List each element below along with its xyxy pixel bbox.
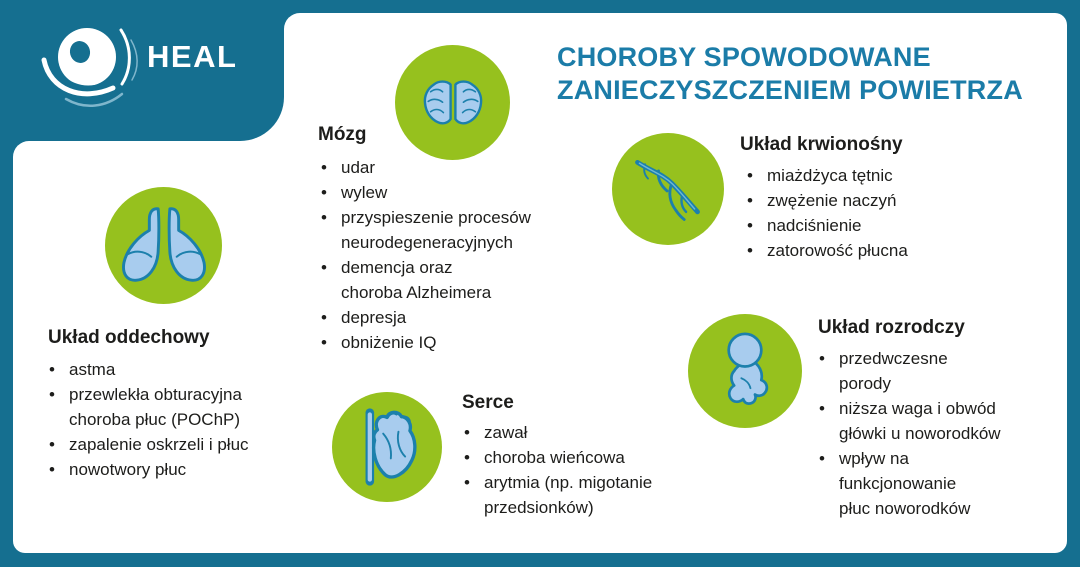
list-item-line: • nadciśnienie bbox=[767, 216, 862, 235]
disease-list-circulatory bbox=[744, 163, 908, 263]
list-item-line: neurodegeneracyjnych bbox=[341, 233, 514, 252]
heal-logo-text: HEAL bbox=[147, 39, 238, 74]
disease-list-respiratory bbox=[46, 357, 249, 482]
list-item-line: • wpływ na bbox=[839, 449, 909, 468]
brain-icon-circle bbox=[395, 45, 510, 160]
section-title-brain: Mózg bbox=[318, 124, 367, 145]
list-item-line: • choroba wieńcowa bbox=[484, 448, 625, 467]
list-item-line: • obniżenie IQ bbox=[341, 333, 437, 352]
disease-list-reproductive bbox=[816, 346, 1001, 521]
list-item-line: • udar bbox=[341, 158, 376, 177]
corner-notch bbox=[284, 13, 310, 39]
list-item bbox=[744, 163, 908, 188]
section-title-reproductive: Układ rozrodczy bbox=[818, 317, 965, 338]
list-item-line: • wylew bbox=[341, 183, 388, 202]
section-title-circulatory: Układ krwionośny bbox=[740, 134, 903, 155]
list-item bbox=[461, 420, 652, 445]
lungs-icon-circle bbox=[105, 187, 222, 304]
list-item-line: • arytmia (np. migotanie bbox=[484, 473, 653, 492]
corner-notch bbox=[13, 141, 39, 167]
list-item bbox=[318, 180, 531, 205]
blood-vessel-icon bbox=[628, 149, 708, 229]
list-item-line: przedsionków) bbox=[484, 498, 594, 517]
list-item-line: choroba Alzheimera bbox=[341, 283, 492, 302]
list-item bbox=[318, 155, 531, 180]
list-item bbox=[816, 396, 1001, 446]
list-item bbox=[816, 346, 1001, 396]
heal-sun-swoosh-icon bbox=[0, 0, 284, 141]
list-item bbox=[46, 432, 249, 457]
list-item bbox=[461, 470, 652, 520]
list-item-line: choroba płuc (POChP) bbox=[69, 410, 241, 429]
list-item-line: porody bbox=[839, 374, 891, 393]
list-item-line: • zwężenie naczyń bbox=[767, 191, 897, 210]
disease-list-brain bbox=[318, 155, 531, 355]
list-item-line: płuc noworodków bbox=[839, 499, 971, 518]
page-title bbox=[557, 41, 1023, 107]
list-item bbox=[46, 382, 249, 432]
list-item bbox=[318, 205, 531, 255]
lungs-icon bbox=[115, 203, 213, 289]
list-item-line: • przedwczesne bbox=[839, 349, 948, 368]
fetus-icon bbox=[716, 329, 774, 413]
list-item bbox=[816, 446, 1001, 521]
list-item-line: • zapalenie oskrzeli i płuc bbox=[69, 435, 249, 454]
fetus-icon-circle bbox=[688, 314, 802, 428]
list-item bbox=[318, 305, 531, 330]
section-title-respiratory: Układ oddechowy bbox=[48, 327, 210, 348]
list-item-line: • niższa waga i obwód bbox=[839, 399, 996, 418]
list-item bbox=[318, 330, 531, 355]
list-item bbox=[318, 255, 531, 305]
list-item-line: główki u noworodków bbox=[839, 424, 1001, 443]
list-item-line: • miażdżyca tętnic bbox=[767, 166, 893, 185]
list-item-line: • zawał bbox=[484, 423, 528, 442]
list-item-line: • przewlekła obturacyjna bbox=[69, 385, 242, 404]
page-title-line2: ZANIECZYSZCZENIEM POWIETRZA bbox=[557, 75, 1023, 105]
section-title-heart: Serce bbox=[462, 392, 514, 413]
heal-logo-block bbox=[0, 0, 284, 141]
list-item-line: • nowotwory płuc bbox=[69, 460, 187, 479]
list-item-line: • zatorowość płucna bbox=[767, 241, 908, 260]
list-item bbox=[744, 238, 908, 263]
blood-vessel-icon-circle bbox=[612, 133, 724, 245]
brain-icon bbox=[421, 78, 485, 128]
list-item-line: funkcjonowanie bbox=[839, 474, 957, 493]
list-item bbox=[46, 457, 249, 482]
page-title-line1: CHOROBY SPOWODOWANE bbox=[557, 42, 931, 72]
list-item-line: • demencja oraz bbox=[341, 258, 453, 277]
heart-icon bbox=[356, 405, 418, 489]
list-item bbox=[744, 188, 908, 213]
list-item-line: • astma bbox=[69, 360, 116, 379]
list-item bbox=[744, 213, 908, 238]
disease-list-heart bbox=[461, 420, 652, 520]
list-item bbox=[461, 445, 652, 470]
list-item-line: • przyspieszenie procesów bbox=[341, 208, 531, 227]
list-item bbox=[46, 357, 249, 382]
heart-icon-circle bbox=[332, 392, 442, 502]
list-item-line: • depresja bbox=[341, 308, 407, 327]
